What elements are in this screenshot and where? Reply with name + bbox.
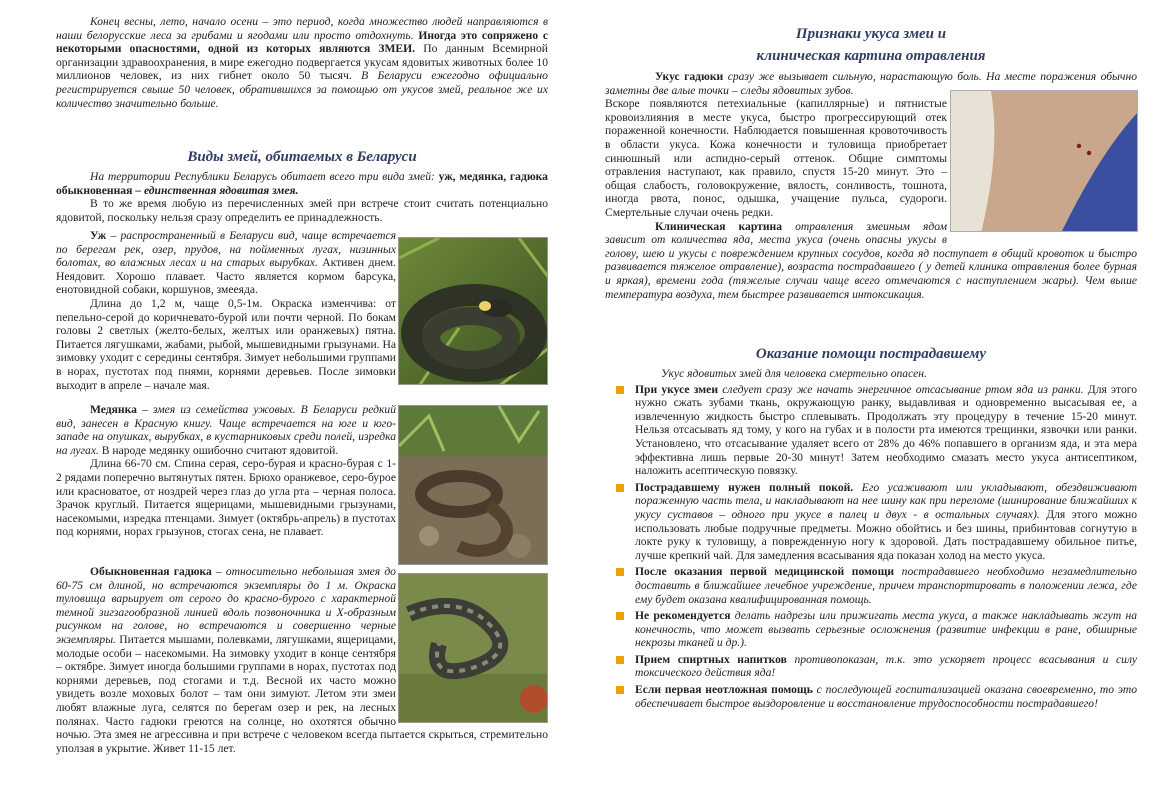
bullet-icon — [616, 612, 624, 620]
bite-lead: Укус гадюки сразу же вызывает сильную, нарастающую боль. На месте поражения обычно заметны две алые точки – следы ядовитых зубов. — [605, 70, 1137, 97]
help-item: Если первая неотложная помощь с последующей госпитализацией оказана своевременно, то это обеспечивает быстрое выздоровление и восстановление трудоспособности пострадавшего! — [605, 683, 1137, 710]
help-item: После оказания первой медицинской помощи пострадавшего необходимо незамедлительно доставить в ближайшее лечебное учреждение, причем транспортировать в положении лежа, где ему будет оказана квалифицированная помощь. — [605, 565, 1137, 606]
intro-section — [56, 15, 548, 110]
help-section — [605, 367, 1137, 713]
bullet-icon — [616, 656, 624, 664]
gad-text: Обыкновенная гадюка – относительно небольшая змея до 60-75 см длиной, но встречаются экземпляры до 1 м. Окраска туловища варьирует от серого до красно-бурого с характерной темной зигзагообразной линией вдоль позвоночника и Х-образным рисунком на голове, но встречаются и совершенно черные экземпляры. Питается мышами, полевками, лягушками, ящерицами, молодые особи – насекомыми. На зимовку уходит в конце сентября – октябре. Зимует иногда большими группами в норах, пустотах под корнями деревьев, под стогами и т.д. Весной их часто можно увидеть возле моховых болот – там они зимуют. Летом эти змеи любят влажные луга, селятся по берегам озер и рек, на лесных полянах. Часто гадюки греются на солнце, но охотятся обычно ночью. Эта змея не агрессивна и при встрече с человеком всегда пытается скрыться, стремительно уползая в укрытие. Живет 11-15 лет. — [56, 565, 548, 755]
help-item: При укусе змеи следует сразу же начать энергичное отсасывание ртом яда из ранки. Для этого нужно сжать зубами ткань, окружающую ранку, выдавливая и одновременно высасывая ее, а извлеченную жидкость быстро сплевывать. Продолжать эту процедуру в течение 15-20 минут. Нельзя отсасывать яд тому, у кого на губах и в полости рта имеются трещинки, язвочки или ранки. Установлено, что отсасывание удаляет всего от 28% до 46% попавшего в организм яда, и эта мера эффективна лишь первые 20-30 минут! Затем необходимо смазать место укуса антисептиком, наложить асептическую повязку. — [605, 383, 1137, 478]
clinic-paragraph: Клиническая картина отравления змеиным ядом зависит от количества яда, места укуса (очень опасны укусы в голову, шею и укусы с повреждением крупных сосудов, когда яд поступает в общий кровоток и быстро развивается тяжелое отравление), возраста пострадавшего ( у детей клиника отравления более бурная и яркая), времени года (тяжелые случаи чаще всего отмечаются с наступлением жары). Чем выше температура воздуха, тем быстрее развивается интоксикация. — [605, 219, 1137, 301]
smooth-snake-photo — [398, 405, 548, 565]
bullet-icon — [616, 686, 624, 694]
help-list — [605, 383, 1137, 711]
bullet-icon — [616, 386, 624, 394]
help-title: Оказание помощи пострадавшему — [755, 346, 987, 362]
species-section — [56, 170, 548, 224]
help-item: Не рекомендуется делать надрезы или прижигать места укуса, а также накладывать жгут на конечность, что может вызвать серьезные осложнения (развитие инфекции в ране, обширные некрозы тканей и др.). — [605, 609, 1137, 650]
bite-symptoms: Вскоре появляются петехиальные (капиллярные) и пятнистые кровоизлияния в месте укуса, быстро прогрессирующий отек пораженной конечности. Наблюдается повышенная кровоточивость в области укуса. Кожа конечности и туловища приобретает синюшный или аспидно-серый оттенок. Общие симптомы отравления наступают, как правило, спустя 15-20 минут. Это – общая слабость, головокружение, вялость, сонливость, тошнота, иногда рвота, понос, одышка, учащение пульса, судороги. Смертельные случаи очень редки. — [605, 97, 947, 219]
bullet-icon — [616, 568, 624, 576]
help-intro: Укус ядовитых змей для человека смертельно опасен. — [661, 367, 927, 380]
viper-photo — [398, 573, 548, 723]
bullet-icon — [616, 484, 624, 492]
bite-title-1: Признаки укуса змеи и — [795, 26, 947, 42]
med-description: Длина 66-70 см. Спина серая, серо-бурая и красно-бурая с 1-2 рядами поперечно вытянутых пятен. Брюхо оранжевое, серо-бурое или красноватое, от ноздрей через глаз до угла рта – черная полоса. Зрачок круглый. Питается ящерицами, мышевидными грызунами, насекомыми, изредка птенцами. Зимует (октябрь-апрель) в пустотах под корнями, норах грызунов, стогах сена, не плавает. — [56, 457, 396, 539]
grass-snake-photo — [398, 237, 548, 385]
help-item: Пострадавшему нужен полный покой. Его усаживают или укладывают, обездвиживают пораженную часть тела, и накладывают на нее шину как при переломе (шинирование ближайших к укусу суставов – одного при укусе в палец и двух - в остальных случаях). Для этого можно использовать любые подручные предметы. Можно обойтись и без шины, прибинтовав согнутую в локте руку к туловищу, а поврежденную ногу к здоровой. Дать пострадавшему обильное питье, лучше крепкий чай. Для замедления всасывания яда показан холод на место укуса. — [605, 481, 1137, 563]
med-text: Медянка – змея из семейства ужовых. В Беларуси редкий вид, занесен в Красную книгу. Чаще встречается на юге и юго-западе на опушках, вырубках, в кустарниковых среди полей, изредка на лугах. В народе медянку ошибочно считают ядовитой. — [56, 403, 396, 457]
species-note: В то же время любую из перечисленных змей при встрече стоит считать потенциально ядовитой, поскольку нельзя сразу определить ее принадлежность. — [56, 197, 548, 224]
help-item: Прием спиртных напитков противопоказан, т.к. это ускоряет процесс всасывания и силу токсического действия яда! — [605, 653, 1137, 680]
species-paragraph: На территории Республики Беларусь обитает всего три вида змей: уж, медянка, гадюка обыкновенная – единственная ядовитая змея. — [56, 170, 548, 197]
uzh-description: Длина до 1,2 м, чаще 0,5-1м. Окраска изменчива: от пепельно-серой до коричневато-бурой или почти черной. По бокам головы 2 светлых (желто-белых, желтых или оранжевых) пятна. Питается лягушками, жабами, рыбой, мышевидными грызунами. На зимовку уходит с середины сентября. Зимует небольшими группами в норах, пустотах под пнями, корнями деревьев. После зимовки выходит в апреле – начале мая. — [56, 296, 396, 392]
bite-title-2: клиническая картина отравления — [756, 48, 986, 64]
species-title: Виды змей, обитаемых в Беларуси — [187, 149, 417, 165]
bite-arm-photo — [950, 90, 1138, 232]
uzh-text: Уж – распространенный в Беларуси вид, чаще встречается по берегам рек, озер, прудов, на пойменных лугах, низинных болотах, во влажных лесах и на старых вырубках. Активен днем. Неядовит. Хорошо плавает. Часто является кормом барсука, енотовидной собаки, коршунов, змееяда. — [56, 229, 396, 297]
intro-paragraph: Конец весны, лето, начало осени – это период, когда множество людей направляются в наши белорусские леса за грибами и ягодами или просто отдохнуть. Иногда это сопряжено с некоторыми опасностями, одной из которых являются ЗМЕИ. По данным Всемирной организации здравоохранения, в мире ежегодно подвергается укусам ядовитых животных более 10 миллионов человек, из них гибнет около 50 тысяч. В Беларуси ежегодно официально регистрируется свыше 50 человек, обратившихся за помощью от укусов змей, реальное же их количество значительно больше. — [56, 15, 548, 110]
